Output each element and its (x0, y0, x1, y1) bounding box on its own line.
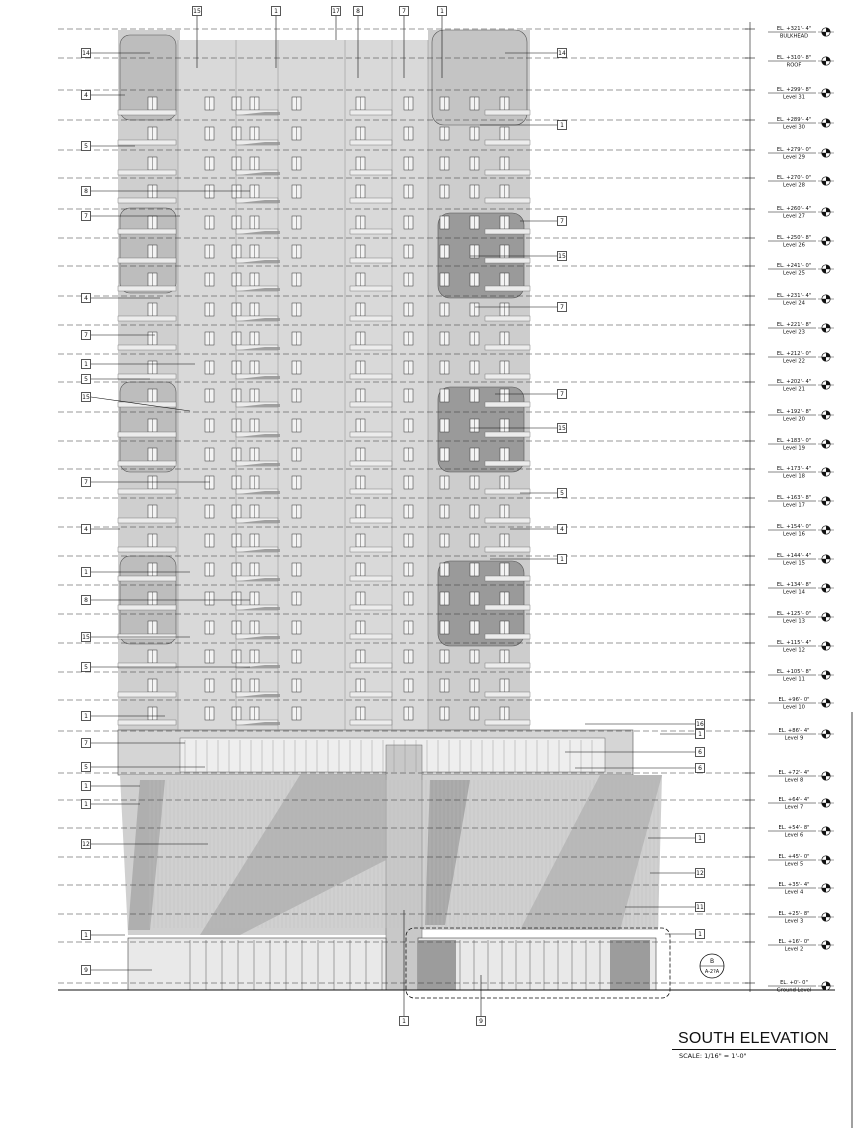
callout-number: 1 (560, 122, 564, 130)
level-marker (745, 351, 834, 365)
level-elevation: EL. +134'- 8" (776, 582, 812, 588)
level-marker (745, 640, 834, 654)
level-marker (745, 553, 834, 567)
level-name: Level 14 (783, 589, 805, 596)
callout-number: 7 (84, 740, 88, 748)
callout-number: 8 (84, 597, 88, 605)
level-marker (745, 466, 834, 480)
callout-number: 9 (479, 1018, 483, 1026)
level-elevation: EL. +192'- 8" (776, 409, 812, 415)
callout-number: 7 (560, 218, 564, 226)
level-name: Level 27 (783, 213, 805, 220)
level-marker (745, 882, 834, 896)
callout-number: 5 (560, 490, 564, 498)
level-marker (745, 825, 834, 839)
level-elevation: EL. +144'- 4" (776, 553, 812, 559)
level-elevation: EL. +250'- 8" (776, 235, 812, 241)
callout-number: 8 (356, 8, 360, 16)
callout-number: 5 (84, 376, 88, 384)
level-name: Level 24 (783, 300, 805, 307)
level-marker (745, 263, 834, 277)
level-name: Level 6 (784, 832, 804, 839)
level-marker (745, 26, 834, 40)
level-marker (745, 582, 834, 596)
level-name: Level 17 (783, 502, 805, 509)
level-name: Level 22 (783, 358, 805, 365)
callout-tag (665, 930, 705, 939)
level-name: Level 4 (784, 889, 804, 896)
callout-number: 15 (82, 394, 90, 402)
level-name: Level 20 (783, 416, 805, 423)
callout-number: 4 (84, 526, 88, 534)
callout-number: 1 (84, 361, 88, 369)
level-markers (745, 26, 834, 994)
level-elevation: EL. +289'- 4" (776, 117, 812, 123)
level-marker (745, 409, 834, 423)
callout-number: 15 (558, 253, 566, 261)
callout-number: 1 (440, 8, 444, 16)
level-marker (745, 611, 834, 625)
callout-number: 7 (84, 332, 88, 340)
callout-number: 7 (84, 479, 88, 487)
callout-tag (332, 7, 341, 41)
level-name: Level 19 (783, 445, 805, 452)
level-marker (745, 980, 834, 994)
callout-number: 1 (560, 556, 564, 564)
level-marker (745, 911, 834, 925)
level-marker (745, 55, 834, 69)
level-elevation: EL. +54'- 8" (778, 825, 810, 831)
callout-number: 1 (402, 1018, 406, 1026)
callout-number: 7 (84, 213, 88, 221)
level-marker (745, 175, 834, 189)
level-name: Level 26 (783, 242, 805, 249)
callout-tag (82, 931, 126, 940)
callout-number: 1 (84, 783, 88, 791)
level-name: BULKHEAD (779, 33, 809, 40)
level-elevation: EL. +183'- 0" (776, 438, 812, 444)
level-elevation: EL. +35'- 4" (778, 882, 810, 888)
level-elevation: EL. +321'- 4" (776, 26, 812, 32)
level-name: Level 21 (783, 386, 805, 393)
level-name: Level 31 (783, 94, 805, 101)
callout-number: 12 (696, 870, 704, 878)
callout-number: 1 (698, 731, 702, 739)
level-elevation: EL. +96'- 0" (778, 697, 810, 703)
level-marker (745, 379, 834, 393)
level-marker (745, 854, 834, 868)
level-name: Level 18 (783, 473, 805, 480)
callout-number: 5 (84, 764, 88, 772)
level-name: Level 2 (784, 946, 804, 953)
level-name: Level 3 (784, 918, 804, 925)
level-marker (745, 728, 834, 742)
callout-number: 6 (698, 765, 702, 773)
level-marker (745, 770, 834, 784)
level-name: Level 23 (783, 329, 805, 336)
callout-tag (585, 720, 705, 729)
level-elevation: EL. +105'- 8" (776, 669, 812, 675)
callout-number: 15 (193, 8, 201, 16)
level-name: Level 11 (783, 676, 805, 683)
callout-number: 1 (84, 713, 88, 721)
callout-number: 7 (560, 391, 564, 399)
level-elevation: EL. +0'- 0" (780, 980, 808, 986)
level-elevation: EL. +173'- 4" (776, 466, 812, 472)
level-elevation: EL. +221'- 8" (776, 322, 812, 328)
level-marker (745, 206, 834, 220)
level-marker (745, 87, 834, 101)
callout-number: 4 (84, 295, 88, 303)
callout-number: 17 (332, 8, 340, 16)
level-marker (745, 524, 834, 538)
level-elevation: EL. +115'- 4" (776, 640, 812, 646)
callout-number: 4 (84, 92, 88, 100)
callout-number: 7 (560, 304, 564, 312)
level-name: Level 15 (783, 560, 805, 567)
level-elevation: EL. +270'- 0" (776, 175, 812, 181)
section-reference (700, 954, 724, 978)
level-elevation: EL. +163'- 8" (776, 495, 812, 501)
level-marker (745, 939, 834, 953)
level-marker (745, 438, 834, 452)
callout-number: 8 (84, 188, 88, 196)
level-elevation: EL. +64'- 4" (778, 797, 810, 803)
level-name: Level 8 (784, 777, 804, 784)
level-elevation: EL. +310'- 8" (776, 55, 812, 61)
level-elevation: EL. +25'- 8" (778, 911, 810, 917)
level-name: Level 16 (783, 531, 805, 538)
level-elevation: EL. +45'- 0" (778, 854, 810, 860)
callout-tag (82, 525, 121, 534)
callout-number: 1 (274, 8, 278, 16)
callout-number: 1 (698, 835, 702, 843)
level-elevation: EL. +260'- 4" (776, 206, 812, 212)
level-elevation: EL. +16'- 0" (778, 939, 810, 945)
callout-number: 1 (698, 931, 702, 939)
level-name: ROOF (786, 62, 802, 69)
drawing-scale: SCALE: 1/16" = 1'-0" (679, 1052, 747, 1060)
callout-number: 4 (560, 526, 564, 534)
callout-number: 6 (698, 749, 702, 757)
level-marker (745, 797, 834, 811)
level-marker (745, 293, 834, 307)
callout-number: 14 (558, 50, 566, 58)
level-elevation: EL. +241'- 0" (776, 263, 812, 269)
level-name: Level 25 (783, 270, 805, 277)
callout-number: 16 (696, 721, 704, 729)
level-elevation: EL. +125'- 0" (776, 611, 812, 617)
level-name: Level 7 (784, 804, 804, 811)
level-name: Ground Level (776, 987, 812, 994)
title-underline (672, 1049, 836, 1050)
callout-number: 5 (84, 664, 88, 672)
callout-number: 1 (84, 801, 88, 809)
level-marker (745, 235, 834, 249)
level-marker (745, 147, 834, 161)
section-ref-bottom: A-2?A (704, 969, 720, 975)
callout-number: 15 (558, 425, 566, 433)
level-elevation: EL. +72'- 4" (778, 770, 810, 776)
section-ref-top: B (709, 958, 715, 965)
level-name: Level 10 (783, 704, 805, 711)
callout-number: 15 (82, 634, 90, 642)
drawing-title: SOUTH ELEVATION (678, 1030, 829, 1047)
level-elevation: EL. +212'- 0" (776, 351, 812, 357)
callout-number: 12 (82, 841, 90, 849)
level-name: Level 29 (783, 154, 805, 161)
level-elevation: EL. +279'- 0" (776, 147, 812, 153)
level-elevation: EL. +299'- 8" (776, 87, 812, 93)
level-name: Level 5 (784, 861, 804, 868)
callout-number: 9 (84, 967, 88, 975)
level-elevation: EL. +202'- 4" (776, 379, 812, 385)
callout-number: 14 (82, 50, 90, 58)
level-elevation: EL. +231'- 4" (776, 293, 812, 299)
level-name: Level 28 (783, 182, 805, 189)
level-marker (745, 117, 834, 131)
level-name: Level 12 (783, 647, 805, 654)
level-name: Level 9 (784, 735, 804, 742)
callout-number: 7 (402, 8, 406, 16)
level-elevation: EL. +86'- 4" (778, 728, 810, 734)
level-marker (745, 697, 834, 711)
callout-number: 1 (84, 569, 88, 577)
level-marker (745, 322, 834, 336)
level-elevation: EL. +154'- 0" (776, 524, 812, 530)
callout-number: 1 (84, 932, 88, 940)
level-marker (745, 495, 834, 509)
level-name: Level 30 (783, 124, 805, 131)
callout-number: 11 (696, 904, 704, 912)
callout-number: 5 (84, 143, 88, 151)
level-name: Level 13 (783, 618, 805, 625)
level-marker (745, 669, 834, 683)
